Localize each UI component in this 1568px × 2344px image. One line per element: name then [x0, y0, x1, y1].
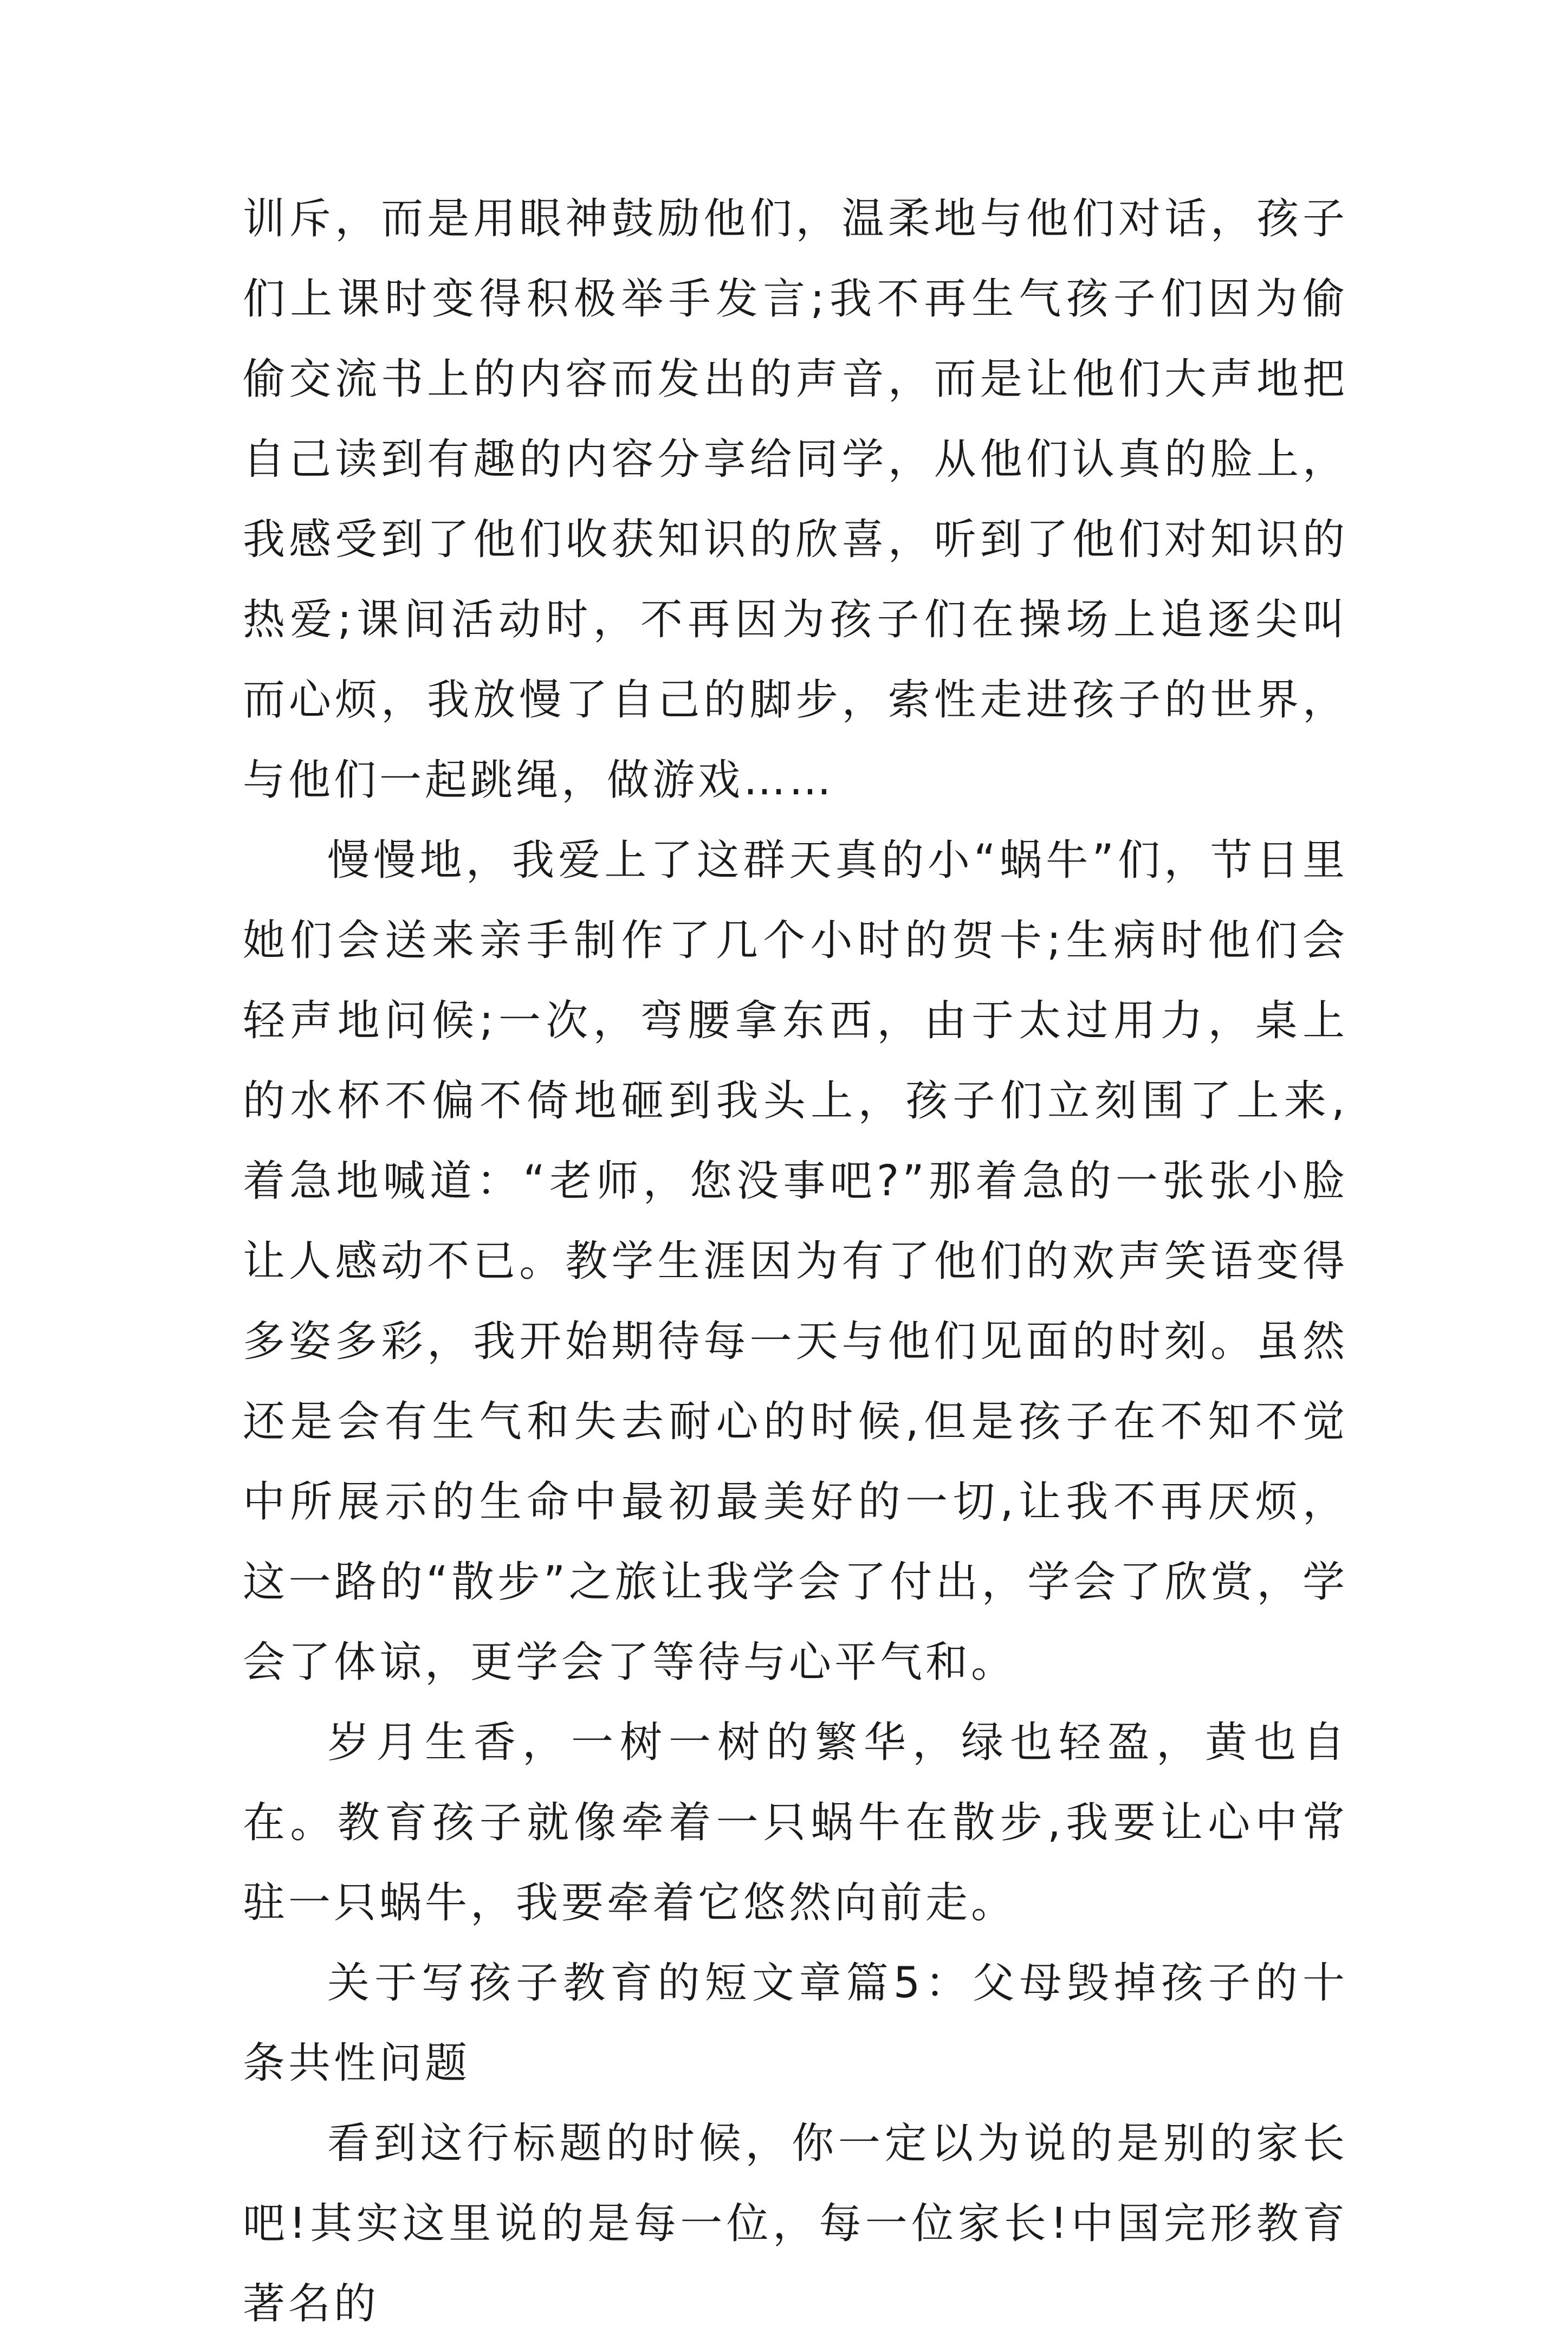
- document-body: [243, 179, 1348, 2344]
- section-heading: 关于写孩子教育的短文章篇5：父母毁掉孩子的十条共性问题: [243, 1959, 1348, 2088]
- paragraph-3: 岁月生香，一树一树的繁华，绿也轻盈，黄也自在。教育孩子就像牵着一只蜗牛在散步,我要让心中常驻一只蜗牛，我要牵着它悠然向前走。: [243, 1718, 1348, 1927]
- paragraph-4: 看到这行标题的时候，你一定以为说的是别的家长吧!其实这里说的是每一位，每一位家长!中国完形教育著名的: [243, 2119, 1348, 2328]
- paragraph-1: 训斥，而是用眼神鼓励他们，温柔地与他们对话，孩子们上课时变得积极举手发言;我不再生气孩子们因为偷偷交流书上的内容而发出的声音，而是让他们大声地把自己读到有趣的内容分享给同学，从他们认真的脸上，我感受到了他们收获知识的欣喜，听到了他们对知识的热爱;课间活动时，不再因为孩子们在操场上追逐尖叫而心烦，我放慢了自己的脚步，索性走进孩子的世界，与他们一起跳绳，做游戏……: [243, 195, 1348, 805]
- paragraph-2: 慢慢地，我爱上了这群天真的小“蜗牛”们，节日里她们会送来亲手制作了几个小时的贺卡;生病时他们会轻声地问候;一次，弯腰拿东西，由于太过用力，桌上的水杯不偏不倚地砸到我头上，孩子们立刻围了上来,着急地喊道：“老师，您没事吧?”那着急的一张张小脸让人感动不已。教学生涯因为有了他们的欢声笑语变得多姿多彩，我开始期待每一天与他们见面的时刻。虽然还是会有生气和失去耐心的时候,但是孩子在不知不觉中所展示的生命中最初最美好的一切,让我不再厌烦，这一路的“散步”之旅让我学会了付出，学会了欣赏，学会了体谅，更学会了等待与心平气和。: [243, 836, 1348, 1687]
